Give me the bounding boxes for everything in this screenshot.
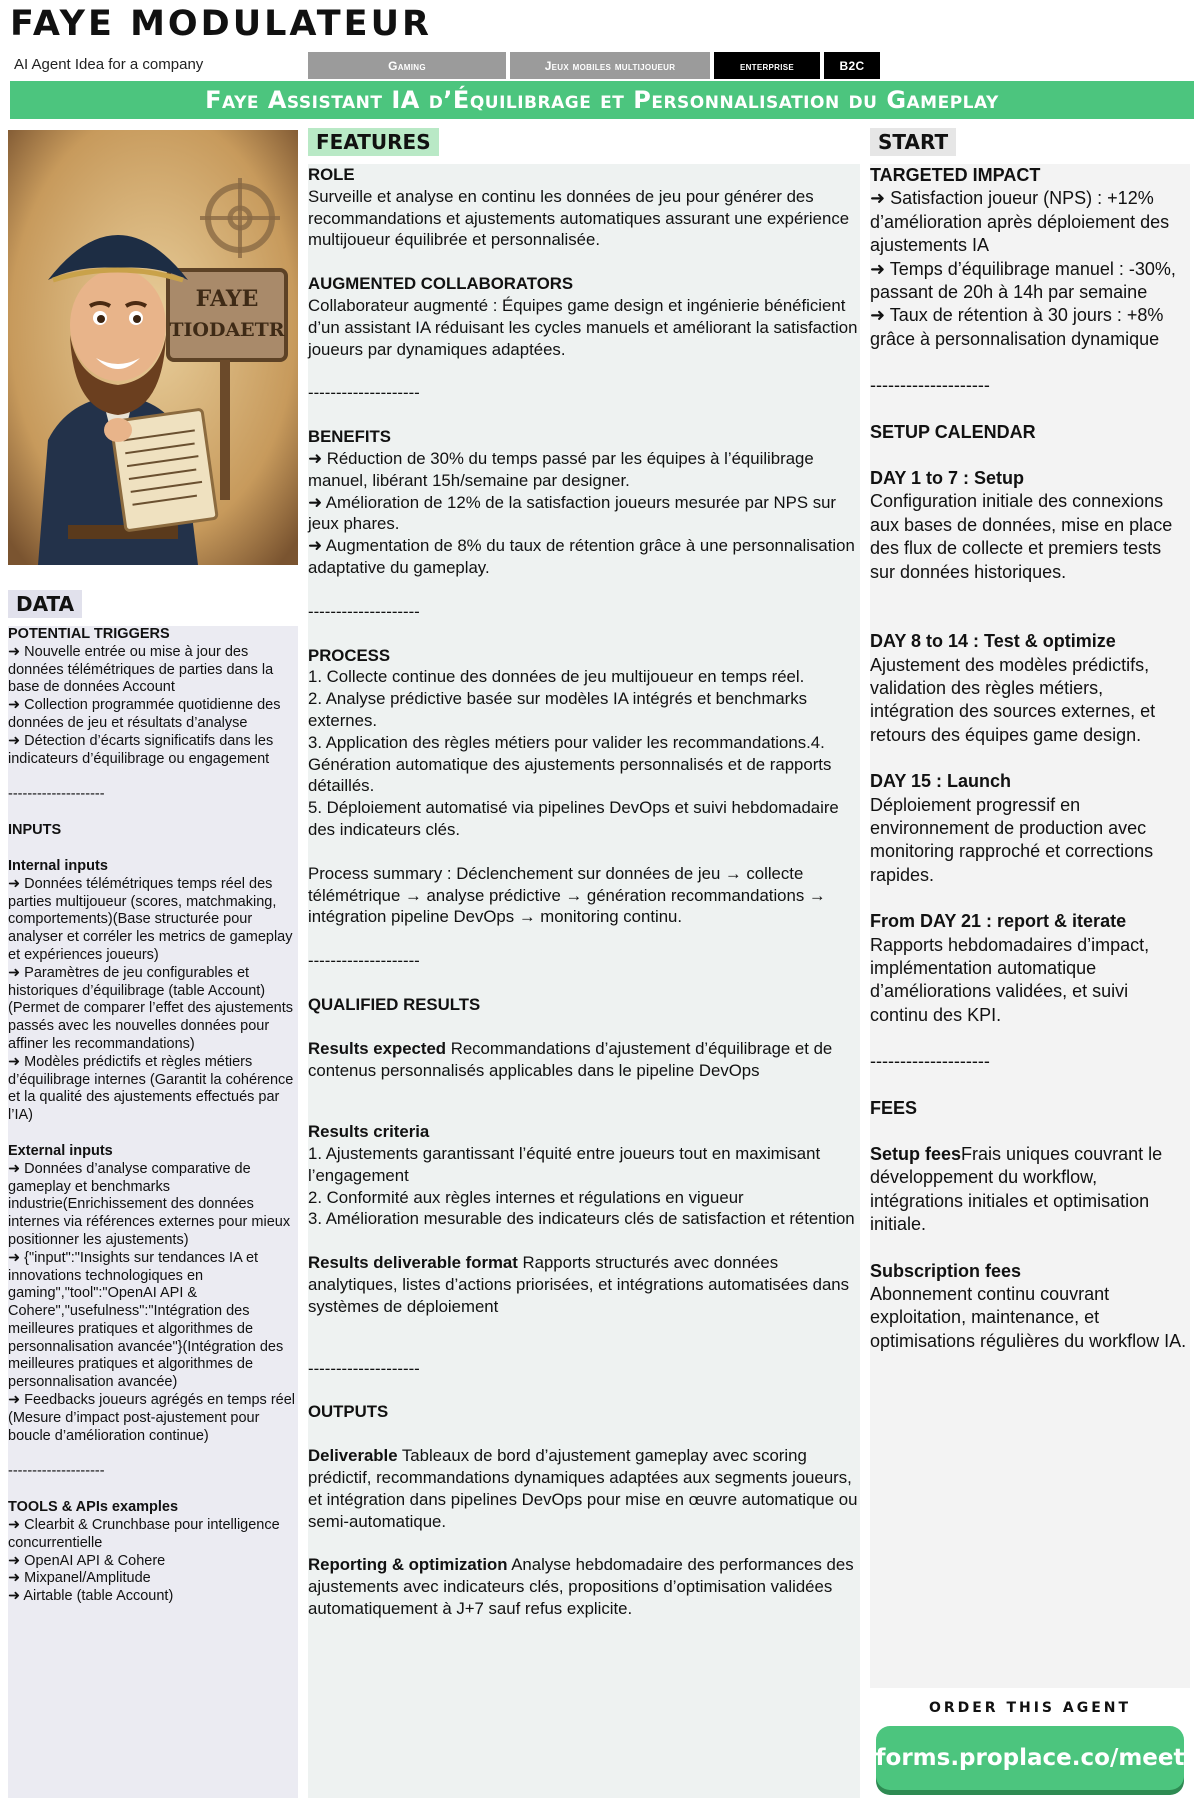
triggers-list: ➜ Nouvelle entrée ou mise à jour des données télémétriques de parties dans la base de données Account ➜ Collection programmée quotidienne des données de jeu et résultats d’analyse ➜ Détection d’écarts significatifs dans les indicateurs d’équilibrage ou engagement	[8, 643, 281, 767]
benefits-heading: BENEFITS	[308, 427, 391, 447]
day1-text: Configuration initiale des connexions aux bases de données, mise en place des flux de collecte et premiers tests sur données historiques.	[870, 491, 1178, 582]
process-list: 1. Collecte continue des données de jeu multijoueur en temps réel. 2. Analyse prédictive basée sur modèles IA intégrés et benchmarks externes. 3. Application des règles métiers pour valider les recommandations.4. Génération automatique des ajustements personnalisés et de rapports détaillés. 5. Déploiement automatisé via pipelines DevOps et suivi hebdomadaire des indicateurs clés.	[308, 667, 839, 839]
external-inputs-heading: External inputs	[8, 1142, 113, 1159]
order-link-button[interactable]: forms.proplace.co/meet	[876, 1726, 1184, 1790]
pirate-character-illustration	[8, 130, 298, 565]
day8-text: Ajustement des modèles prédictifs, validation des règles métiers, intégration des sources externes, et retours des équipes game design.	[870, 654, 1161, 745]
day1-heading: DAY 1 to 7 : Setup	[870, 468, 1025, 489]
results-criteria-heading: Results criteria	[308, 1122, 430, 1142]
reporting	[308, 1554, 860, 1619]
agent-title-banner: Faye Assistant IA d’Équilibrage et Personnalisation du Gameplay	[10, 81, 1194, 119]
features-column	[308, 164, 863, 1798]
results-expected-text: Recommandations d’ajustement d’équilibrage et de contenus personnalisés applicables dans le pipeline DevOps	[308, 1038, 833, 1080]
results-expected-label: Results expected	[308, 1038, 447, 1058]
setup-fees-text: Frais uniques couvrant le développement du workflow, intégrations initiales et optimisation initiale.	[870, 1144, 1163, 1235]
results-format	[308, 1252, 860, 1317]
separator: --------------------	[308, 951, 420, 971]
reporting-label: Reporting & optimization	[308, 1555, 508, 1575]
data-column	[8, 626, 298, 1798]
separator: --------------------	[308, 383, 420, 403]
start-column	[870, 164, 1190, 1688]
day21-text: Rapports hebdomadaires d’impact, implémentation automatique d’améliorations validées, et suivi continu des KPI.	[870, 934, 1155, 1025]
data-section-title: DATA	[8, 590, 82, 618]
outputs-heading: OUTPUTS	[308, 1402, 389, 1422]
subscription-fees-text: Abonnement continu couvrant exploitation, maintenance, et optimisations régulières du workflow IA.	[870, 1284, 1187, 1351]
tools-list: ➜ Clearbit & Crunchbase pour intelligence concurrentielle ➜ OpenAI API & Cohere ➜ Mixpanel/Amplitude ➜ Airtable (table Account)	[8, 1517, 280, 1605]
internal-inputs-heading: Internal inputs	[8, 857, 108, 874]
inputs-heading: INPUTS	[8, 822, 62, 839]
tag-row	[308, 52, 880, 79]
subscription-fees-heading: Subscription fees	[870, 1260, 1022, 1281]
setup-fees	[870, 1143, 1190, 1237]
collaborators-text: Collaborateur augmenté : Équipes game design et ingénierie bénéficient d’un assistant IA réduisant les cycles manuels et améliorant la satisfaction joueurs par dynamiques adaptées.	[308, 295, 863, 359]
day21-heading: From DAY 21 : report & iterate	[870, 911, 1127, 932]
subtitle: AI Agent Idea for a company	[14, 56, 204, 73]
separator: --------------------	[870, 375, 990, 396]
fees-heading: FEES	[870, 1097, 918, 1118]
impact-list: ➜ Satisfaction joueur (NPS) : +12% d’amélioration après déploiement des ajustements IA ➜ Temps d’équilibrage manuel : -30%, passant de 20h à 14h par semaine ➜ Taux de rétention à 30 jours : +8% grâce à personnalisation dynamique	[870, 188, 1176, 349]
day15-heading: DAY 15 : Launch	[870, 771, 1012, 792]
calendar-heading: SETUP CALENDAR	[870, 421, 1036, 442]
qualified-results-heading: QUALIFIED RESULTS	[308, 994, 481, 1014]
deliverable	[308, 1445, 860, 1532]
separator: --------------------	[308, 601, 420, 621]
setup-fees-label: Setup fees	[870, 1144, 962, 1164]
separator: --------------------	[8, 1463, 105, 1480]
process-heading: PROCESS	[308, 645, 391, 665]
tools-heading: TOOLS & APIs examples	[8, 1499, 179, 1516]
process-summary: Process summary : Déclenchement sur données de jeu → collecte télémétrique → analyse prédictive → génération recommandations → intégration pipeline DevOps → monitoring continu.	[308, 863, 831, 927]
separator: --------------------	[308, 1358, 420, 1378]
deliverable-label: Deliverable	[308, 1446, 398, 1466]
day8-heading: DAY 8 to 14 : Test & optimize	[870, 631, 1116, 652]
start-section-title: START	[870, 128, 956, 156]
day15-text: Déploiement progressif en environnement de production avec monitoring rapproché et corrections rapides.	[870, 794, 1159, 885]
tag-gaming: Gaming	[308, 52, 506, 79]
svg-text:FAYE: FAYE	[195, 286, 259, 312]
impact-heading: TARGETED IMPACT	[870, 165, 1041, 185]
triggers-heading: POTENTIAL TRIGGERS	[8, 626, 170, 642]
tag-enterprise: enterprise	[714, 52, 820, 79]
collaborators-heading: AUGMENTED COLLABORATORS	[308, 274, 574, 294]
results-format-label: Results deliverable format	[308, 1253, 518, 1273]
deliverable-text: Tableaux de bord d’ajustement gameplay avec scoring prédictif, recommandations dynamiques adaptées aux segments joueurs, et intégration dans pipelines DevOps pour mise en œuvre automatique ou semi-automatique.	[308, 1446, 858, 1531]
separator: --------------------	[870, 1051, 990, 1072]
tag-mobile-games: Jeux mobiles multijoueur	[510, 52, 710, 79]
features-section-title: FEATURES	[308, 128, 439, 156]
internal-inputs-list: ➜ Données télémétriques temps réel des parties multijoueur (scores, matchmaking, comportements)(Base structurée pour analyser et corréler les metrics de gameplay et expériences joueurs) ➜ Paramètres de jeu configurables et historiques d’équilibrage (table Account) (Permet de comparer l’effet des ajustements passés avec les nouvelles données pour affiner les recommandations) ➜ Modèles prédictifs et règles métiers d’équilibrage internes (Garantit la cohérence et la qualité des ajustements effectués par l’IA)	[8, 875, 294, 1124]
separator: --------------------	[8, 786, 105, 803]
role-text: Surveille et analyse en continu les données de jeu pour générer des recommandations et ajustements automatiques assurant une expérience multijoueur équilibrée et personnalisée.	[308, 186, 854, 250]
svg-text:TIODAETR: TIODAETR	[169, 319, 285, 341]
benefits-list: ➜ Réduction de 30% du temps passé par les équipes à l’équilibrage manuel, libérant 15h/semaine par designer. ➜ Amélioration de 12% de la satisfaction joueurs mesurée par NPS sur jeux phares. ➜ Augmentation de 8% du taux de rétention grâce à une personnalisation adaptative du gameplay.	[308, 448, 855, 577]
results-format-text: Rapports structurés avec données analytiques, listes d’actions priorisées, et intégrations automatisées dans systèmes de déploiement	[308, 1253, 850, 1316]
brand-title: FAYE MODULATEUR	[10, 4, 432, 44]
order-label: ORDER THIS AGENT	[928, 1700, 1132, 1716]
results-expected	[308, 1038, 860, 1082]
external-inputs-list: ➜ Données d’analyse comparative de gameplay et benchmarks industrie(Enrichissement des données internes via références externes pour mieux positionner les ajustements) ➜ {"input":"Insights sur tendances IA et innovations technologiques en gaming","tool":"OpenAI API & Cohere","usefulness":"Intégration des meilleures pratiques et algorithmes de personnalisation avancée"}(Intégration des meilleures pratiques et algorithmes de personnalisation avancée) ➜ Feedbacks joueurs agrégés en temps réel (Mesure d’impact post-ajustement pour boucle d’amélioration continue)	[8, 1160, 295, 1444]
reporting-text: Analyse hebdomadaire des performances des ajustements avec indicateurs clés, propositions d’optimisation validées automatiquement à J+7 sauf refus explicite.	[308, 1555, 854, 1619]
role-heading: ROLE	[308, 165, 355, 184]
tag-b2c: B2C	[824, 52, 880, 79]
results-criteria-list: 1. Ajustements garantissant l’équité entre joueurs tout en maximisant l’engagement 2. Conformité aux règles internes et régulations en vigueur 3. Amélioration mesurable des indicateurs clés de satisfaction et rétention	[308, 1144, 855, 1229]
